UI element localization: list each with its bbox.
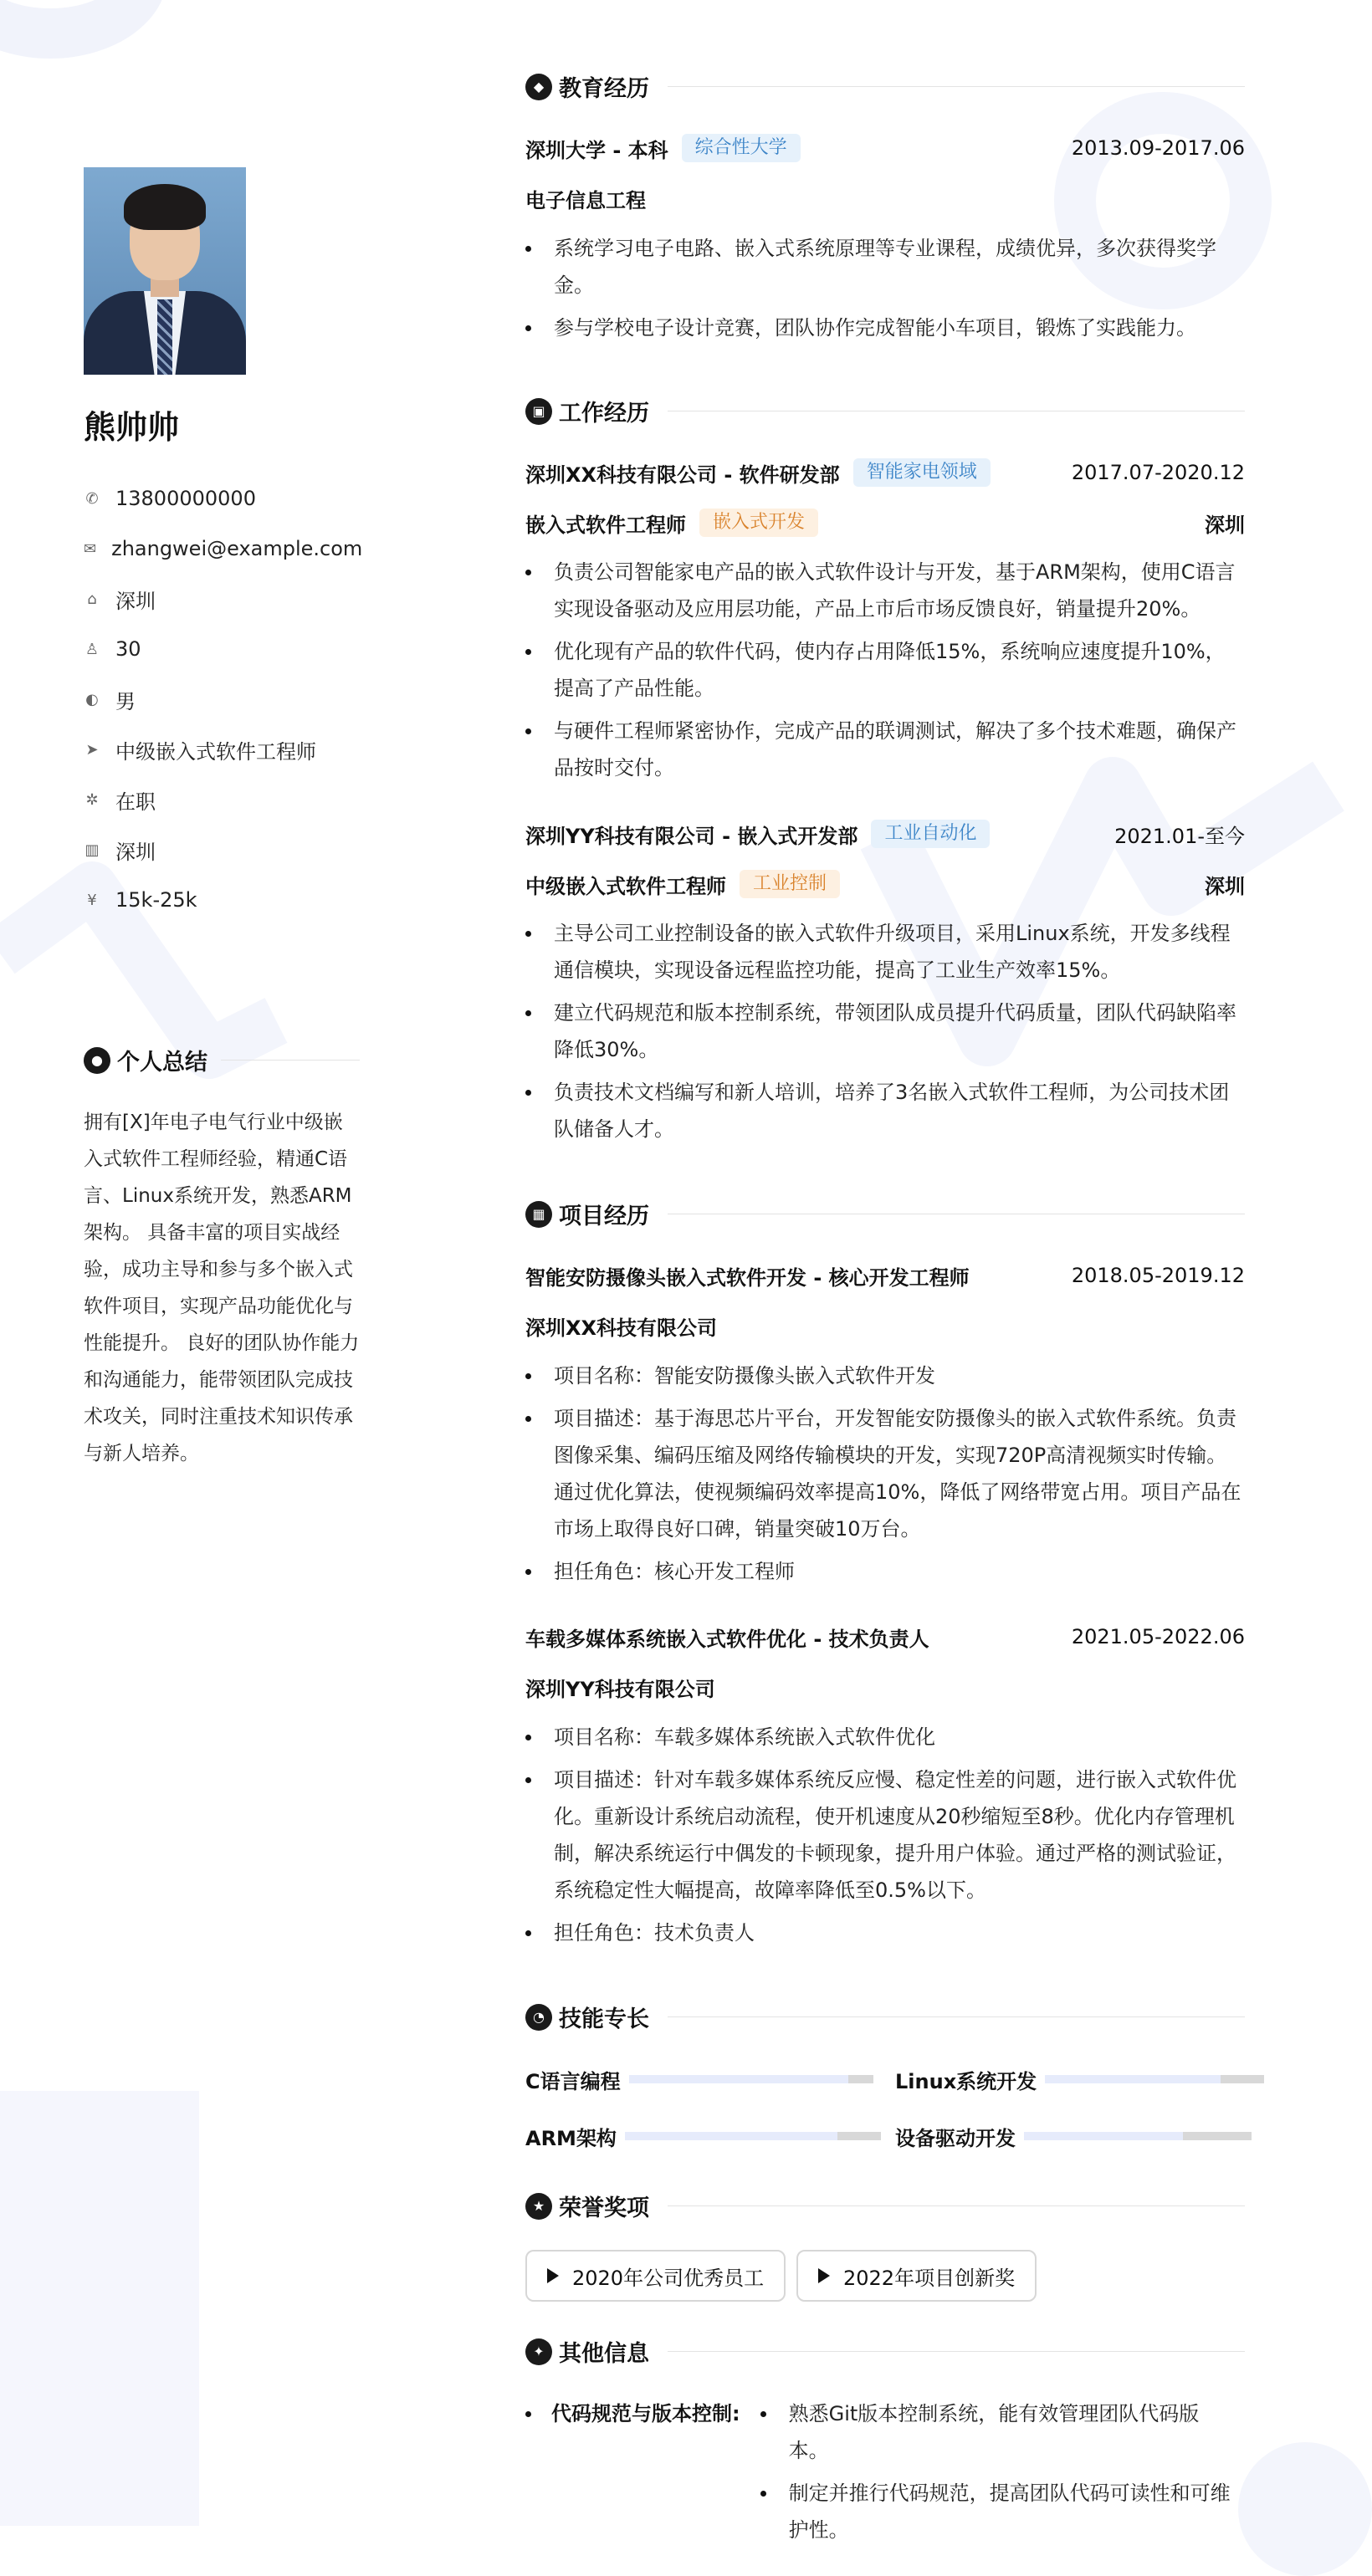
skill-item (895, 2064, 1264, 2094)
other-info-list (525, 2395, 1245, 2554)
skill-level-bar (629, 2075, 873, 2083)
user-icon: ● (84, 1047, 110, 1074)
job-bullets (525, 554, 1245, 792)
project-name: 智能安防摄像头嵌入式软件开发 - 核心开发工程师 (525, 1265, 970, 1290)
info-item-age (84, 624, 360, 674)
education-major-row (525, 181, 1245, 215)
decorative-block (0, 2091, 199, 2526)
home-icon: ⌂ (87, 590, 97, 608)
bullet-dot (525, 2411, 531, 2417)
skill-item (525, 2064, 873, 2094)
role-tag: 嵌入式开发 (699, 509, 818, 537)
profile-photo (84, 167, 246, 368)
skill-level-bar (1045, 2075, 1264, 2083)
list-item: 担任角色：技术负责人 (525, 1914, 1245, 1951)
list-item: 建立代码规范和版本控制系统，带领团队成员提升代码质量，团队代码缺陷率降低30%。 (525, 994, 1245, 1068)
decorative-ring (0, 0, 167, 59)
other-info-values (760, 2395, 1237, 2554)
play-icon (547, 2268, 559, 2283)
list-item: 项目名称：车载多媒体系统嵌入式软件优化 (525, 1719, 1245, 1756)
skill-level-bar (625, 2132, 881, 2140)
job-location: 深圳 (1205, 874, 1245, 898)
list-item: 与硬件工程师紧密协作，完成产品的联调测试，解决了多个技术难题，确保产品按时交付。 (525, 713, 1245, 786)
other-info-key: 代码规范与版本控制: (551, 2402, 740, 2425)
divider (221, 1060, 360, 1061)
role-tag: 工业控制 (740, 870, 840, 898)
info-text: 深圳 (115, 589, 156, 613)
info-text: 深圳 (115, 840, 156, 864)
list-item: 熟悉Git版本控制系统，能有效管理团队代码版本。 (760, 2395, 1237, 2469)
project-header (525, 1259, 1245, 1292)
honor-label: 2022年项目创新奖 (843, 2266, 1016, 2290)
education-entry-header (525, 131, 1245, 165)
project-name: 车载多媒体系统嵌入式软件优化 - 技术负责人 (525, 1627, 929, 1651)
honor-badge (525, 2250, 786, 2302)
industry-tag: 智能家电领域 (853, 458, 991, 487)
date-range: 2018.05-2019.12 (1071, 1264, 1245, 1287)
education-section-title (525, 70, 1245, 103)
school-tag: 综合性大学 (682, 134, 801, 162)
info-item-workplace (84, 825, 360, 875)
skill-level-fill (625, 2132, 837, 2140)
divider (668, 2351, 1245, 2352)
skill-level-fill (629, 2075, 849, 2083)
project-company-row (525, 1670, 1245, 1704)
contact-info-list (84, 473, 363, 925)
info-item-gender (84, 674, 360, 724)
info-text: 15k-25k (115, 888, 197, 912)
summary-text: 拥有[X]年电子电气行业中级嵌入式软件工程师经验，精通C语言、Linux系统开发，熟悉ARM架构。 具备丰富的项目实战经验，成功主导和参与多个嵌入式软件项目，实现产品功能优化与性能提升。 良好的团队协作能力和沟通能力，能带领团队完成技术攻关，同时注重技术知识传承与新人培养。 (84, 1112, 360, 1464)
info-item-position (84, 724, 360, 774)
job-bullets (525, 915, 1245, 1153)
mail-icon: ✉ (84, 539, 97, 558)
info-item-email (84, 524, 363, 574)
list-item: 项目描述：针对车载多媒体系统反应慢、稳定性差的问题，进行嵌入式软件优化。重新设计系统启动流程，使开机速度从20秒缩短至8秒。优化内存管理机制，解决系统运行中偶发的卡顿现象，提升用户体验。通过严格的测试验证，系统稳定性大幅提高，故障率降低至0.5%以下。 (525, 1761, 1245, 1909)
status-icon: ✲ (85, 790, 99, 809)
company-name: 深圳XX科技有限公司 - 软件研发部 (525, 463, 840, 487)
phone-icon: ✆ (85, 489, 99, 508)
section-heading: 技能专长 (559, 2006, 649, 2032)
section-heading: 个人总结 (117, 1050, 207, 1076)
list-item: 优化现有产品的软件代码，使内存占用降低15%，系统响应速度提升10%，提高了产品性能。 (525, 633, 1245, 707)
job-role: 嵌入式软件工程师 (525, 513, 686, 537)
skill-label: 设备驱动开发 (895, 2126, 1016, 2150)
job-location: 深圳 (1205, 513, 1245, 537)
school-name: 深圳大学 - 本科 (525, 138, 668, 162)
section-heading: 项目经历 (559, 1204, 649, 1229)
send-icon: ➤ (85, 740, 99, 759)
education-bullets (525, 230, 1245, 352)
summary-section-title (84, 1044, 360, 1076)
projects-section-title (525, 1198, 1245, 1230)
project-bullets (525, 1719, 1245, 1957)
section-heading: 荣誉奖项 (559, 2195, 649, 2221)
date-range: 2021.01-至今 (1114, 824, 1245, 848)
info-text: 中级嵌入式软件工程师 (115, 739, 316, 764)
honor-badge (796, 2250, 1037, 2302)
job-header (525, 456, 1245, 489)
info-text: 30 (115, 637, 141, 661)
info-icon: ✦ (525, 2338, 552, 2365)
info-text: zhangwei@example.com (111, 537, 363, 560)
work-section-title (525, 395, 1245, 427)
list-item: 负责公司智能家电产品的嵌入式软件设计与开发，基于ARM架构，使用C语言实现设备驱动及应用层功能，产品上市后市场反馈良好，销量提升20%。 (525, 554, 1245, 627)
project-company-row (525, 1309, 1245, 1342)
info-item-status (84, 774, 360, 825)
info-item-phone (84, 473, 360, 524)
play-icon (818, 2268, 830, 2283)
section-heading: 其他信息 (559, 2341, 649, 2367)
date-range: 2021.05-2022.06 (1071, 1625, 1245, 1648)
job-header (525, 817, 1245, 851)
date-range: 2017.07-2020.12 (1071, 461, 1245, 484)
divider (668, 2205, 1245, 2206)
gender-icon: ◐ (85, 690, 99, 708)
info-item-city (84, 574, 360, 624)
list-item: 负责技术文档编写和新人培训，培养了3名嵌入式软件工程师，为公司技术团队储备人才。 (525, 1074, 1245, 1147)
info-item-salary (84, 875, 360, 925)
skill-level-fill (1024, 2132, 1183, 2140)
list-item: 项目名称：智能安防摄像头嵌入式软件开发 (525, 1357, 1245, 1394)
industry-tag: 工业自动化 (871, 820, 990, 848)
project-header (525, 1620, 1245, 1653)
skills-section-title (525, 2001, 1245, 2033)
decorative-circle (1238, 2442, 1372, 2576)
section-heading: 教育经历 (559, 76, 649, 102)
list-item: 系统学习电子电路、嵌入式系统原理等专业课程，成绩优异，多次获得奖学金。 (525, 230, 1245, 304)
job-role-row (525, 506, 1245, 539)
skill-item (895, 2121, 1252, 2151)
job-role: 中级嵌入式软件工程师 (525, 874, 726, 898)
other-section-title (525, 2335, 1245, 2368)
project-bullets (525, 1357, 1245, 1596)
skill-label: ARM架构 (525, 2126, 617, 2150)
graduation-cap-icon: ◆ (525, 74, 552, 100)
grid-icon: ▦ (525, 1201, 552, 1228)
skill-label: C语言编程 (525, 2069, 621, 2093)
skill-item (525, 2121, 881, 2151)
award-icon: ★ (525, 2193, 552, 2220)
honor-label: 2020年公司优秀员工 (572, 2266, 765, 2290)
divider (668, 2016, 1245, 2017)
major-name: 电子信息工程 (525, 188, 646, 212)
job-role-row (525, 867, 1245, 901)
briefcase-icon: ▣ (525, 398, 552, 425)
salary-icon: ¥ (87, 891, 97, 909)
honors-section-title (525, 2190, 1245, 2222)
company-name: 深圳YY科技有限公司 - 嵌入式开发部 (525, 824, 858, 848)
skill-label: Linux系统开发 (895, 2069, 1037, 2093)
info-text: 13800000000 (115, 487, 256, 510)
list-item: 参与学校电子设计竞赛，团队协作完成智能小车项目，锻炼了实践能力。 (525, 309, 1245, 346)
skill-level-fill (1045, 2075, 1221, 2083)
section-heading: 工作经历 (559, 401, 649, 427)
chart-icon: ◔ (525, 2004, 552, 2031)
profile-name: 熊帅帅 (84, 409, 180, 446)
divider (668, 86, 1245, 87)
list-item: 主导公司工业控制设备的嵌入式软件升级项目，采用Linux系统，开发多线程通信模块，实现设备远程监控功能，提高了工业生产效率15%。 (525, 915, 1245, 989)
project-company: 深圳YY科技有限公司 (525, 1677, 715, 1701)
project-company: 深圳XX科技有限公司 (525, 1316, 718, 1340)
info-text: 在职 (115, 790, 156, 814)
list-item: 项目描述：基于海思芯片平台，开发智能安防摄像头的嵌入式软件系统。负责图像采集、编码压缩及网络传输模块的开发，实现720P高清视频实时传输。通过优化算法，使视频编码效率提高10%，降低了网络带宽占用。项目产品在市场上取得良好口碑，销量突破10万台。 (525, 1400, 1245, 1547)
age-icon: ♙ (84, 640, 100, 658)
info-text: 男 (115, 689, 136, 713)
building-icon: ▥ (84, 841, 100, 859)
skill-level-bar (1024, 2132, 1252, 2140)
list-item: 担任角色：核心开发工程师 (525, 1553, 1245, 1590)
list-item: 制定并推行代码规范，提高团队代码可读性和可维护性。 (760, 2475, 1237, 2548)
date-range: 2013.09-2017.06 (1071, 136, 1245, 160)
